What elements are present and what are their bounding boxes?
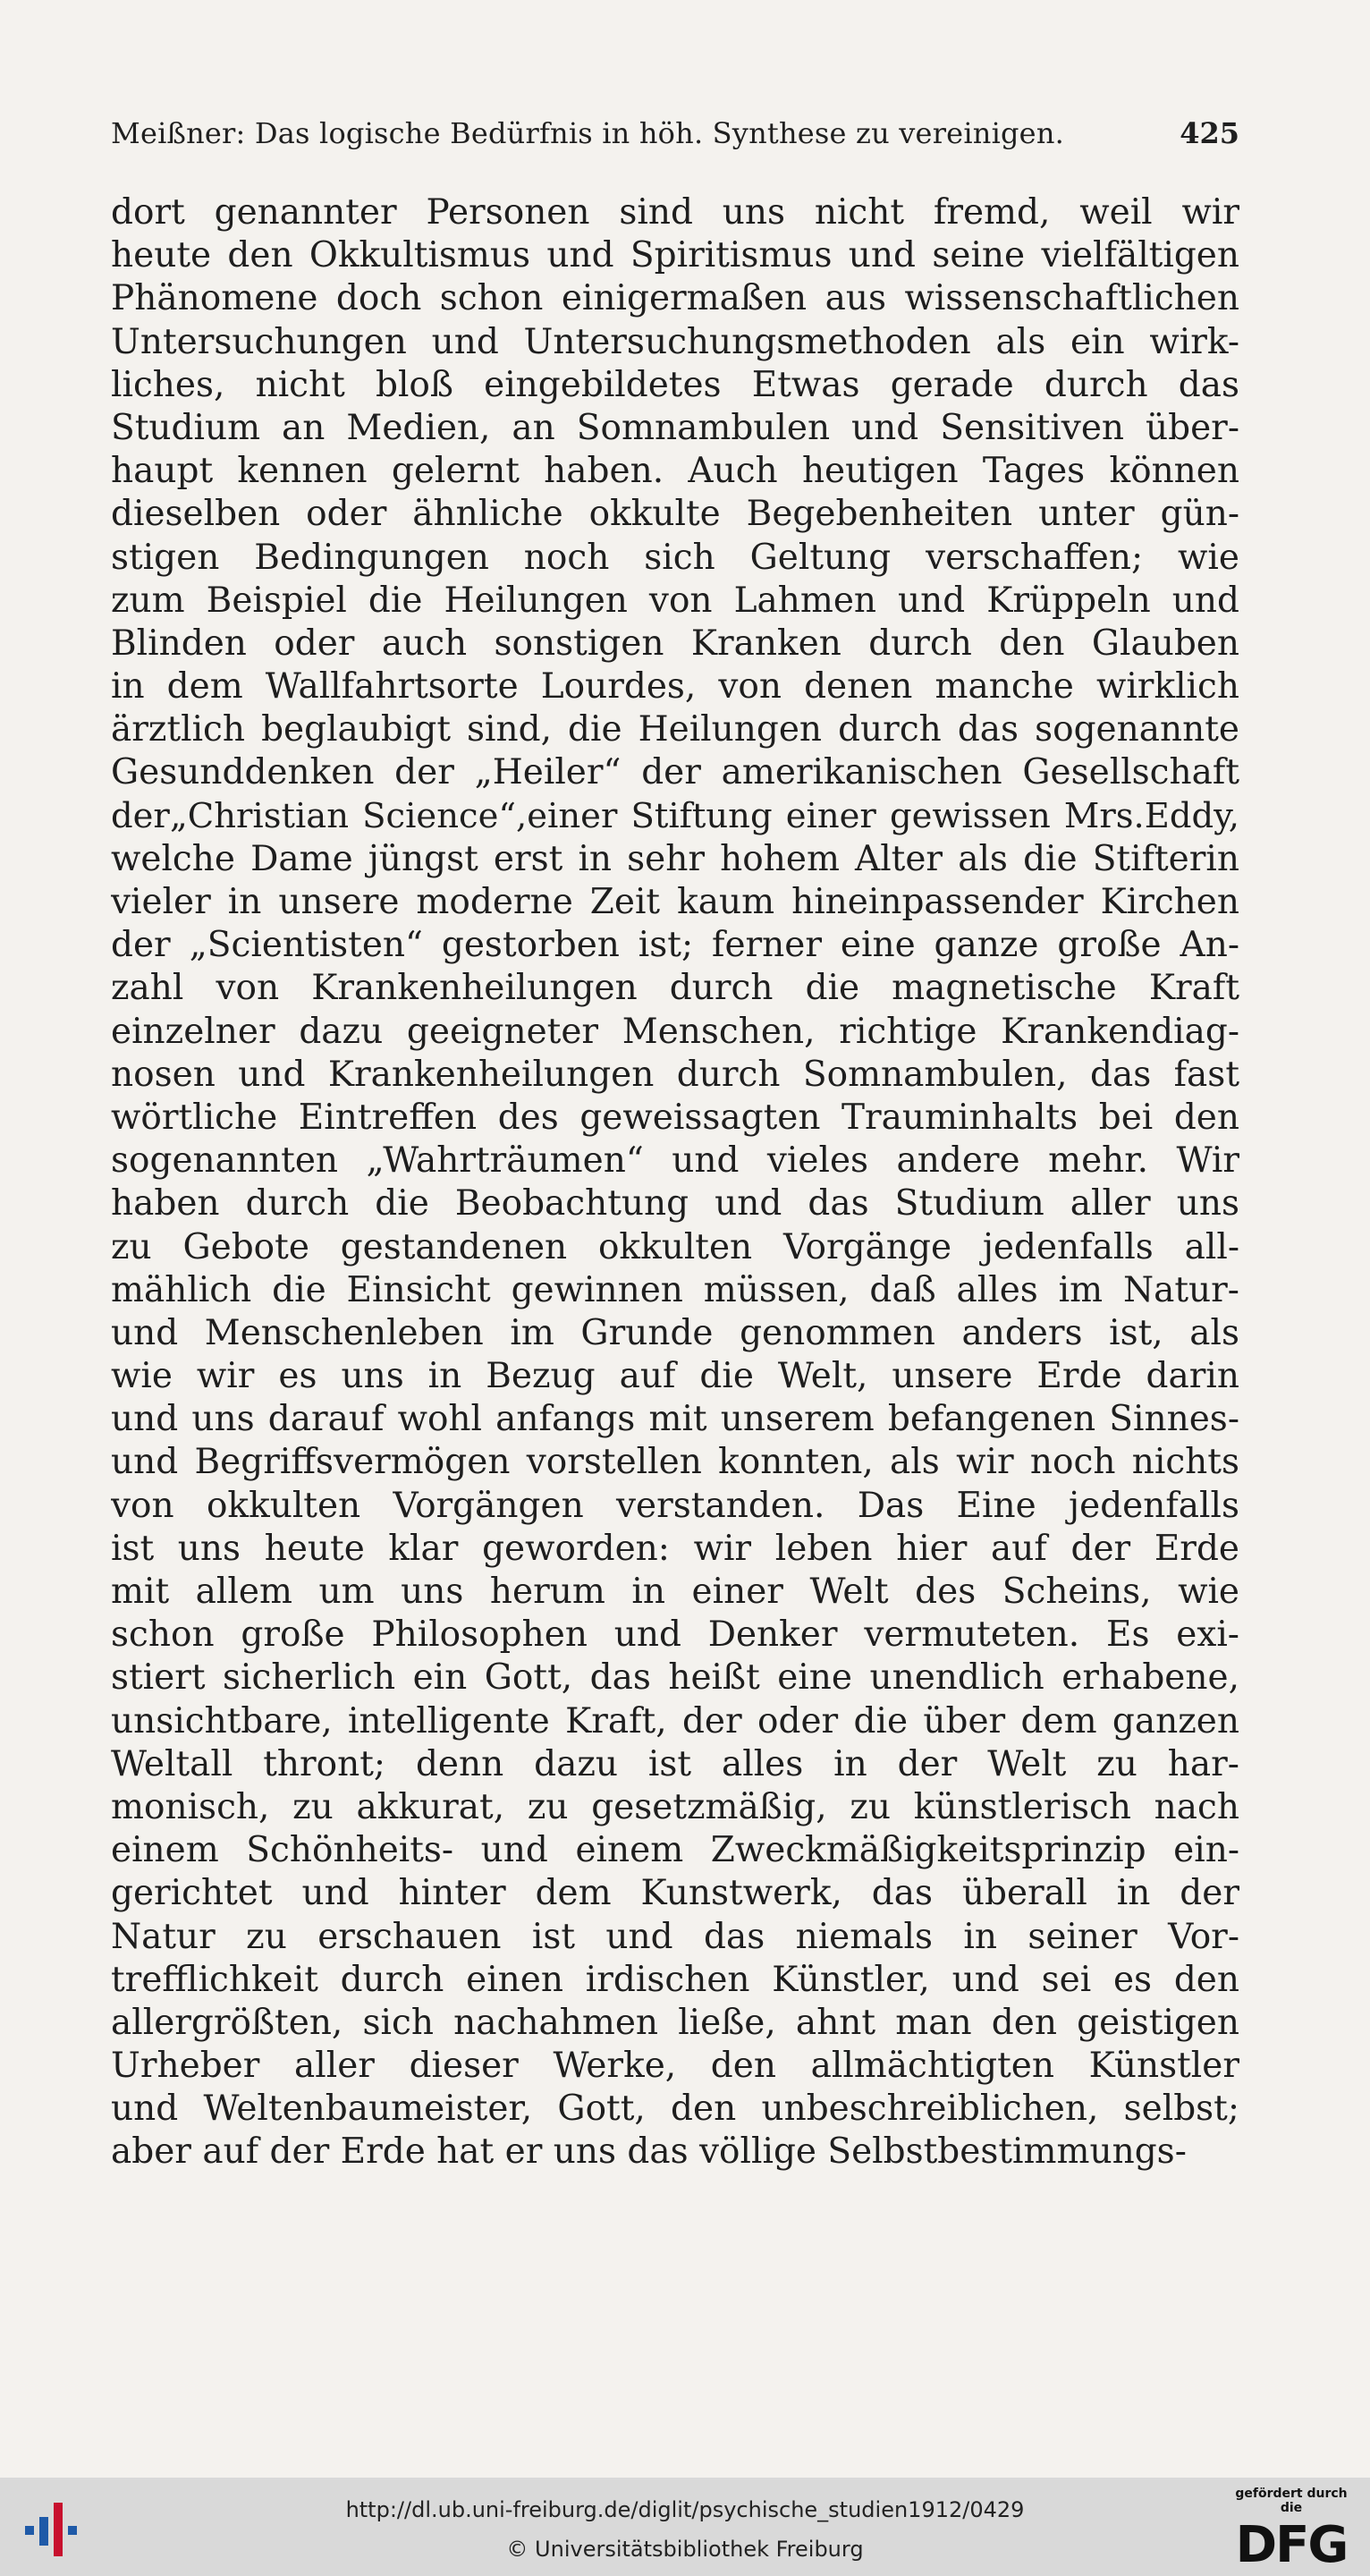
text-line: unsichtbare, intelligente Kraft, der oder die über dem ganzen — [111, 1700, 1239, 1741]
text-line: mählich die Einsicht gewinnen müssen, daß alles im Natur- — [111, 1269, 1239, 1310]
text-line: und Menschenleben im Grunde genommen anders ist, als — [111, 1312, 1239, 1353]
text-line: wie wir es uns in Bezug auf die Welt, unsere Erde darin — [111, 1356, 1239, 1397]
text-line: Phänomene doch schon einigermaßen aus wissenschaftlichen — [111, 278, 1239, 319]
text-line: aber auf der Erde hat er uns das völlige Selbstbestimmungs- — [111, 2131, 1187, 2173]
footer-copyright: © Universitätsbibliothek Freiburg — [506, 2537, 864, 2562]
text-line: dieselben oder ähnliche okkulte Begebenheiten unter gün- — [111, 494, 1239, 535]
text-line: welche Dame jüngst erst in sehr hohem Alter als die Stifterin — [111, 838, 1239, 879]
dfg-logo-icon: DFG — [1235, 2516, 1348, 2574]
running-title: Meißner: Das logische Bedürfnis in höh. Synthese zu vereinigen. — [111, 116, 1065, 150]
page-number: 425 — [1180, 116, 1239, 150]
text-line: Untersuchungen und Untersuchungsmethoden als ein wirk- — [111, 321, 1239, 362]
text-line: zahl von Krankenheilungen durch die magnetische Kraft — [111, 968, 1239, 1009]
text-line: von okkulten Vorgängen verstanden. Das Eine jedenfalls — [111, 1485, 1239, 1526]
text-line: Blinden oder auch sonstigen Kranken durch den Glauben — [111, 623, 1239, 664]
dfg-funder-logo[interactable] — [1229, 2487, 1354, 2574]
text-line: Natur zu erschauen ist und das niemals in seiner Vor- — [111, 1916, 1239, 1957]
text-line: liches, nicht bloß eingebildetes Etwas gerade durch das — [111, 364, 1239, 405]
text-line: sogenannten „Wahrträumen“ und vieles andere mehr. Wir — [111, 1140, 1239, 1182]
text-line: dort genannter Personen sind uns nicht fremd, weil wir — [111, 192, 1239, 233]
text-line: stigen Bedingungen noch sich Geltung verschaffen; wie — [111, 537, 1239, 578]
text-line: stiert sicherlich ein Gott, das heißt eine unendlich erhabene, — [111, 1657, 1239, 1699]
text-line: vieler in unsere moderne Zeit kaum hineinpassender Kirchen — [111, 882, 1239, 922]
text-line: schon große Philosophen und Denker vermuteten. Es exi- — [111, 1614, 1239, 1656]
text-line: in dem Wallfahrtsorte Lourdes, von denen manche wirklich — [111, 666, 1239, 708]
body-text — [111, 191, 1239, 2174]
text-line: haben durch die Beobachtung und das Studium aller uns — [111, 1183, 1239, 1224]
text-line: zu Gebote gestandenen okkulten Vorgänge jedenfalls all- — [111, 1226, 1239, 1267]
text-line: Studium an Medien, an Somnambulen und Sensitiven über- — [111, 407, 1239, 448]
text-line: einem Schönheits- und einem Zweckmäßigkeitsprinzip ein- — [111, 1830, 1239, 1871]
text-line: einzelner dazu geeigneter Menschen, richtige Krankendiag- — [111, 1011, 1239, 1052]
text-line: haupt kennen gelernt haben. Auch heutigen Tages können — [111, 451, 1239, 492]
text-line: wörtliche Eintreffen des geweissagten Trauminhalts bei den — [111, 1097, 1239, 1138]
text-line: und Begriffsvermögen vorstellen konnten, als wir noch nichts — [111, 1442, 1239, 1483]
text-line: allergrößten, sich nachahmen ließe, ahnt man den geistigen — [111, 2002, 1239, 2043]
footer-url-link[interactable]: http://dl.ub.uni-freiburg.de/diglit/psychische_studien1912/0429 — [345, 2497, 1025, 2522]
text-line: der „Scientisten“ gestorben ist; ferner eine ganze große An- — [111, 925, 1239, 966]
text-line: ist uns heute klar geworden: wir leben hier auf der Erde — [111, 1528, 1239, 1569]
text-line: der„Christian Science“,einer Stiftung einer gewissen Mrs.Eddy, — [111, 795, 1239, 836]
text-line: Gesunddenken der „Heiler“ der amerikanischen Gesellschaft — [111, 752, 1239, 793]
text-line: Urheber aller dieser Werke, den allmächtigten Künstler — [111, 2046, 1239, 2087]
text-line: zum Beispiel die Heilungen von Lahmen und Krüppeln und — [111, 580, 1239, 621]
text-line: nosen und Krankenheilungen durch Somnambulen, das fast — [111, 1054, 1239, 1095]
footer-bar — [0, 2478, 1370, 2576]
text-line: ärztlich beglaubigt sind, die Heilungen durch das sogenannte — [111, 709, 1239, 750]
text-line: und uns darauf wohl anfangs mit unserem befangenen Sinnes- — [111, 1399, 1239, 1440]
text-line: heute den Okkultismus und Spiritismus und seine vielfältigen — [111, 235, 1239, 276]
text-line: und Weltenbaumeister, Gott, den unbeschreiblichen, selbst; — [111, 2089, 1239, 2130]
text-line: trefflichkeit durch einen irdischen Künstler, und sei es den — [111, 1959, 1239, 2000]
funder-label: gefördert durch die — [1235, 2487, 1348, 2515]
text-line: mit allem um uns herum in einer Welt des Scheins, wie — [111, 1572, 1239, 1612]
text-line: monisch, zu akkurat, zu gesetzmäßig, zu künstlerisch nach — [111, 1786, 1239, 1827]
text-line: gerichtet und hinter dem Kunstwerk, das überall in der — [111, 1873, 1239, 1914]
text-line: Weltall thront; denn dazu ist alles in der Welt zu har- — [111, 1743, 1239, 1784]
